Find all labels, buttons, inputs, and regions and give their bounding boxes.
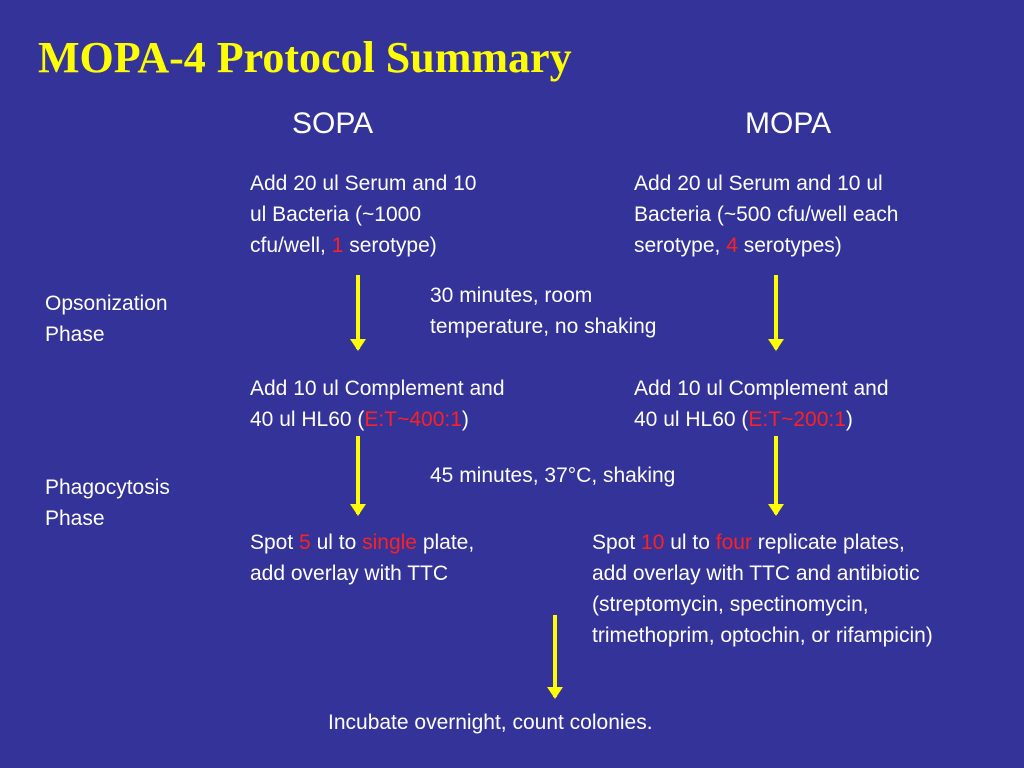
down-arrow-icon — [774, 436, 778, 514]
text-span: serotypes) — [737, 234, 842, 257]
down-arrow-icon — [356, 436, 360, 514]
plate-count: single — [362, 531, 417, 554]
text-span: ul to — [310, 531, 363, 554]
step-line: Add 10 ul Complement and — [634, 377, 889, 400]
plate-count: four — [715, 531, 752, 554]
mopa-step-spot-plates — [592, 527, 933, 651]
down-arrow-icon — [774, 275, 778, 349]
phase-label-phagocytosis — [45, 472, 170, 534]
sopa-step-complement-hl60 — [250, 373, 505, 435]
serotype-count: 1 — [331, 234, 344, 257]
text-span: Spot — [592, 531, 642, 554]
final-step: Incubate overnight, count colonies. — [328, 711, 653, 734]
step-line: ul Bacteria (~1000 — [250, 203, 422, 226]
phase-label-opsonization — [45, 288, 168, 350]
step-line: add overlay with TTC — [250, 562, 449, 585]
text-span: 40 ul HL60 ( — [634, 408, 749, 431]
text-span: 40 ul HL60 ( — [250, 408, 365, 431]
volume-value: 10 — [641, 531, 665, 554]
down-arrow-icon — [553, 615, 557, 697]
serotype-count: 4 — [726, 234, 738, 257]
step-line: Add 10 ul Complement and — [250, 377, 505, 400]
column-header-mopa: MOPA — [745, 107, 832, 140]
step-line — [592, 527, 933, 558]
text-span: cfu/well, — [250, 234, 332, 257]
condition-line: 30 minutes, room — [430, 284, 593, 307]
text-span: ul to — [664, 531, 716, 554]
step-line — [634, 230, 898, 261]
volume-value: 5 — [299, 531, 311, 554]
phase-label-line: Phagocytosis — [45, 476, 170, 499]
down-arrow-icon — [356, 275, 360, 349]
effector-target-ratio: E:T~400:1 — [364, 408, 462, 431]
text-span: ) — [461, 408, 469, 431]
text-span: replicate plates, — [751, 531, 905, 554]
phase-label-line: Phase — [45, 507, 105, 530]
opsonization-condition — [430, 280, 656, 342]
sopa-step-spot-plate — [250, 527, 474, 589]
text-span: plate, — [416, 531, 475, 554]
text-span: Spot — [250, 531, 300, 554]
slide-title: MOPA-4 Protocol Summary — [38, 33, 572, 82]
step-line: add overlay with TTC and antibiotic — [592, 562, 920, 585]
effector-target-ratio: E:T~200:1 — [748, 408, 846, 431]
step-line: Bacteria (~500 cfu/well each — [634, 203, 899, 226]
phagocytosis-condition: 45 minutes, 37°C, shaking — [430, 464, 676, 487]
text-span: ) — [845, 408, 853, 431]
column-header-sopa: SOPA — [292, 107, 374, 140]
step-line: Add 20 ul Serum and 10 ul — [634, 172, 883, 195]
condition-line: temperature, no shaking — [430, 315, 657, 338]
step-line: Add 20 ul Serum and 10 — [250, 172, 477, 195]
mopa-step-serum-bacteria — [634, 168, 898, 261]
step-line — [634, 404, 889, 435]
step-line: (streptomycin, spectinomycin, — [592, 593, 869, 616]
phase-label-line: Phase — [45, 323, 105, 346]
step-line — [250, 527, 474, 558]
step-line: trimethoprim, optochin, or rifampicin) — [592, 624, 933, 647]
step-line — [250, 230, 477, 261]
text-span: serotype, — [634, 234, 727, 257]
step-line — [250, 404, 505, 435]
phase-label-line: Opsonization — [45, 292, 168, 315]
text-span: serotype) — [343, 234, 437, 257]
mopa-step-complement-hl60 — [634, 373, 889, 435]
sopa-step-serum-bacteria — [250, 168, 477, 261]
